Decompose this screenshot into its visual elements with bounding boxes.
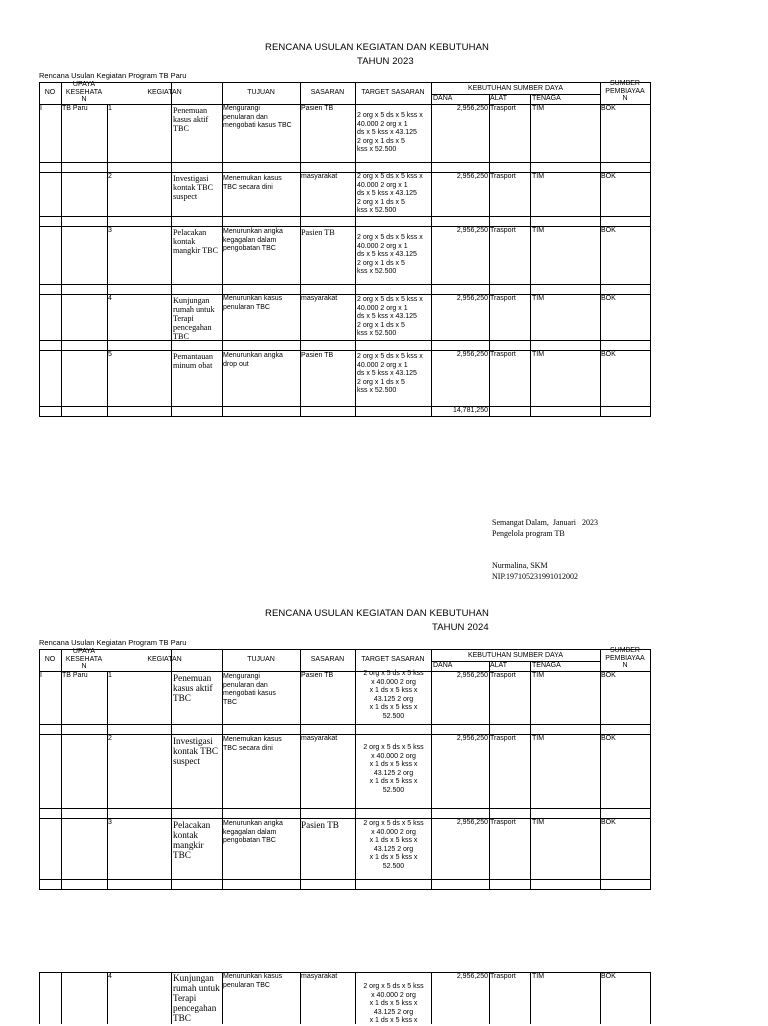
row-sumber: BOK	[601, 295, 616, 302]
row-alat: Trasport	[490, 672, 516, 679]
row-alat: Trasport	[490, 351, 516, 358]
row-alat: Trasport	[490, 295, 516, 302]
row-tujuan: Menurunkan angka kegagalan dalam pengobatan TBC	[223, 820, 283, 844]
header-kebutuhan: KEBUTUHAN SUMBER DAYA	[467, 652, 564, 659]
row-no: I	[40, 672, 42, 679]
signature-place-date: Semangat Dalam, Januari 2023	[492, 518, 598, 527]
row-sasaran: masyarakat	[301, 173, 338, 180]
row-target: 2 org x 5 ds x 5 kss x 40.000 2 org x 1 ds x 5 kss x 43.125 2 org x 1 ds x 5 kss x 52.500	[357, 234, 423, 275]
header-no: NO	[44, 89, 56, 96]
row-dana: 2,956,250	[456, 173, 488, 180]
row-alat: Trasport	[490, 105, 516, 112]
header-kebutuhan: KEBUTUHAN SUMBER DAYA	[467, 85, 564, 92]
header-alat: ALAT	[490, 662, 507, 669]
row-target: 2 org x 5 ds x 5 kss x 40.000 2 org x 1 ds x 5 kss x 43.125 2 org x 1 ds x 5 kss x 52.500	[357, 173, 423, 214]
row-alat: Trasport	[490, 227, 516, 234]
row-kegiatan: Kunjungan rumah untuk Terapi pencegahan TBC	[173, 296, 215, 341]
section2-title: RENCANA USULAN KEGIATAN DAN KEBUTUHAN	[265, 608, 489, 619]
header-alat: ALAT	[490, 95, 507, 102]
row-tenaga: TIM	[532, 819, 545, 826]
row-dana: 2,956,250	[456, 105, 488, 112]
signature-role: Pengelola program TB	[492, 529, 565, 538]
row-dana: 2,956,250	[456, 295, 488, 302]
signature-name: Nurmalina, SKM	[492, 561, 548, 570]
row-sumber: BOK	[601, 735, 616, 742]
header-dana: DANA	[433, 95, 453, 102]
row-sumber: BOK	[601, 227, 616, 234]
row-target: 2 org x 5 ds x 5 kss x 40.000 2 org x 1 ds x 5 kss x 43.125 2 org x 1 ds x 5 kss x 52.500	[357, 112, 423, 153]
section2-subtitle: Rencana Usulan Kegiatan Program TB Paru	[39, 638, 187, 647]
row-dana: 2,956,250	[456, 227, 488, 234]
row-sasaran: Pasien TB	[301, 820, 339, 830]
row-tenaga: TIM	[532, 173, 545, 180]
header-tujuan: TUJUAN	[247, 656, 275, 663]
row-dana: 2,956,250	[456, 819, 488, 826]
row-dana: 2,956,250	[456, 735, 488, 742]
header-sumber: SUMBER PEMBIAYAA N	[605, 647, 645, 669]
row-sasaran: Pasien TB	[301, 105, 334, 112]
section1-title: RENCANA USULAN KEGIATAN DAN KEBUTUHAN	[265, 42, 489, 53]
header-target: TARGET SASARAN	[361, 656, 425, 663]
row-index: 2	[108, 735, 112, 742]
header-upaya: UPAYA KESEHATA N	[65, 81, 103, 103]
row-tujuan: Menurunkan angka drop out	[223, 352, 283, 368]
row-tujuan: Menurunkan kasus penularan TBC	[223, 973, 283, 989]
row-no: I	[40, 105, 42, 112]
row-index: 2	[108, 173, 112, 180]
row-sumber: BOK	[601, 351, 616, 358]
header-target: TARGET SASARAN	[361, 89, 425, 96]
total-dana: 14,781,250	[452, 407, 488, 414]
header-kegiatan: KEGIATAN	[147, 656, 182, 663]
header-tenaga: TENAGA	[532, 95, 561, 102]
row-tujuan: Mengurangi penularan dan mengobati kasus TBC	[223, 105, 292, 129]
header-upaya: UPAYA KESEHATA N	[65, 648, 103, 670]
row-kegiatan: Investigasi kontak TBC suspect	[173, 736, 219, 766]
row-index: 4	[108, 973, 112, 980]
row-tenaga: TIM	[532, 351, 545, 358]
row-index: 1	[108, 672, 112, 679]
row-alat: Trasport	[490, 173, 516, 180]
row-tenaga: TIM	[532, 735, 545, 742]
row-tenaga: TIM	[532, 227, 545, 234]
row-upaya: TB Paru	[62, 672, 88, 679]
header-sumber: SUMBER PEMBIAYAA N	[605, 80, 645, 102]
signature-nip: NIP.197105231991012002	[492, 572, 579, 581]
row-kegiatan: Kunjungan rumah untuk Terapi pencegahan TBC	[173, 973, 220, 1023]
row-tenaga: TIM	[532, 105, 545, 112]
row-sumber: BOK	[601, 173, 616, 180]
row-index: 5	[108, 351, 112, 358]
row-target: 2 org x 5 ds x 5 kss x 40.000 2 org x 1 ds x 5 kss x 43.125 2 org x 1 ds x 5 kss x 52.500	[363, 670, 424, 720]
row-sasaran: masyarakat	[301, 735, 338, 742]
header-kegiatan: KEGIATAN	[147, 89, 182, 96]
row-target: 2 org x 5 ds x 5 kss x 40.000 2 org x 1 ds x 5 kss x 43.125 2 org x 1 ds x 5 kss x 52.500	[357, 296, 423, 337]
row-tujuan: Menemukan kasus TBC secara dini	[223, 175, 282, 191]
row-target: 2 org x 5 ds x 5 kss x 40.000 2 org x 1 ds x 5 kss x 43.125 2 org x 1 ds x 5 kss x 52.500	[357, 353, 423, 394]
row-sasaran: masyarakat	[301, 295, 338, 302]
row-kegiatan: Pelacakan kontak mangkir TBC	[173, 820, 211, 860]
row-index: 1	[108, 105, 112, 112]
row-alat: Trasport	[490, 973, 516, 980]
row-index: 4	[108, 295, 112, 302]
row-sasaran: Pasien TB	[301, 228, 335, 237]
row-sasaran: Pasien TB	[301, 352, 334, 359]
row-sasaran: masyarakat	[301, 973, 338, 980]
row-alat: Trasport	[490, 819, 516, 826]
section2-year: TAHUN 2024	[432, 622, 489, 633]
header-sasaran: SASARAN	[310, 656, 345, 663]
section1-year: TAHUN 2023	[357, 56, 414, 67]
row-tenaga: TIM	[532, 295, 545, 302]
row-alat: Trasport	[490, 735, 516, 742]
header-dana: DANA	[433, 662, 453, 669]
row-tenaga: TIM	[532, 973, 545, 980]
row-kegiatan: Penemuan kasus aktif TBC	[173, 106, 209, 133]
row-kegiatan: Investigasi kontak TBC suspect	[173, 174, 214, 201]
row-tujuan: Menurunkan kasus penularan TBC	[223, 295, 283, 311]
row-upaya: TB Paru	[62, 105, 88, 112]
row-dana: 2,956,250	[456, 672, 488, 679]
row-target: 2 org x 5 ds x 5 kss x 40.000 2 org x 1 ds x 5 kss x 43.125 2 org x 1 ds x 5 kss x 52.500	[363, 820, 424, 870]
header-no: NO	[44, 656, 56, 663]
row-kegiatan: Pemantauan minum obat	[173, 352, 214, 370]
row-tujuan: Menurunkan angka kegagalan dalam pengobatan TBC	[223, 228, 283, 252]
header-tujuan: TUJUAN	[247, 89, 275, 96]
row-index: 3	[108, 227, 112, 234]
header-tenaga: TENAGA	[532, 662, 561, 669]
row-index: 3	[108, 819, 112, 826]
header-sasaran: SASARAN	[310, 89, 345, 96]
row-kegiatan: Pelacakan kontak mangkir TBC	[173, 228, 219, 255]
row-tenaga: TIM	[532, 672, 545, 679]
row-dana: 2,956,250	[456, 351, 488, 358]
row-tujuan: Mengurangi penularan dan mengobati kasus TBC	[223, 673, 276, 706]
row-dana: 2,956,250	[456, 973, 488, 980]
row-sumber: BOK	[601, 819, 616, 826]
row-target: 2 org x 5 ds x 5 kss x 40.000 2 org x 1 ds x 5 kss x 43.125 2 org x 1 ds x 5 kss x	[363, 983, 424, 1024]
row-tujuan: Menemukan kasus TBC secara dini	[223, 736, 282, 752]
row-sumber: BOK	[601, 973, 616, 980]
row-target: 2 org x 5 ds x 5 kss x 40.000 2 org x 1 ds x 5 kss x 43.125 2 org x 1 ds x 5 kss x 52.500	[363, 744, 424, 794]
row-sumber: BOK	[601, 105, 616, 112]
row-kegiatan: Penemuan kasus aktif TBC	[173, 673, 213, 703]
row-sasaran: Pasien TB	[301, 672, 334, 679]
row-sumber: BOK	[601, 672, 616, 679]
section1-subtitle: Rencana Usulan Kegiatan Program TB Paru	[39, 71, 187, 80]
